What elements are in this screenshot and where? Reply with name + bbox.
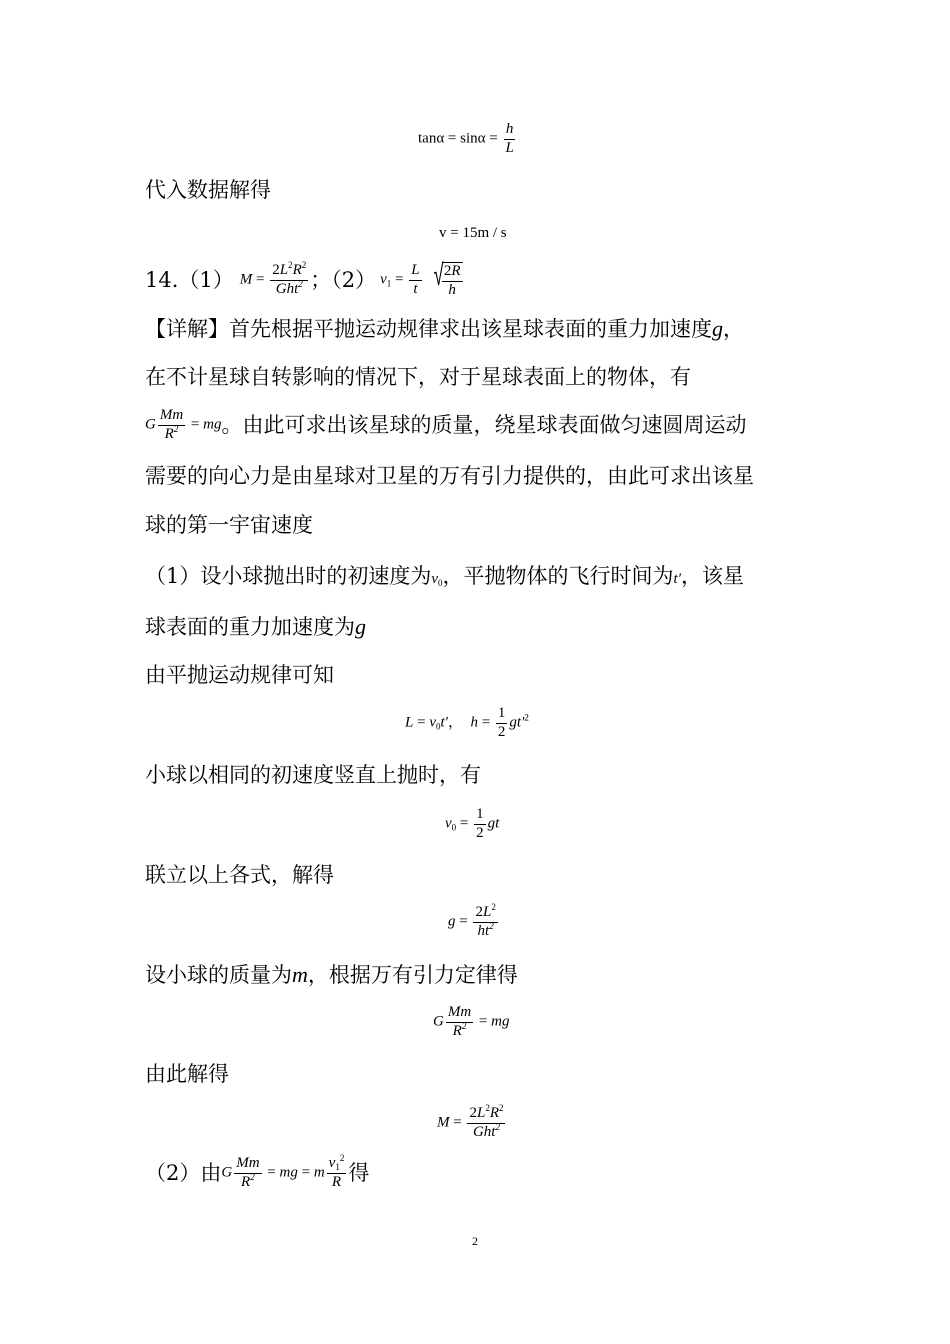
fraction-h-over-L: $\frac{h}{L}$ [505, 121, 514, 156]
equation-L-h: $L = v_0t'$， h = $\frac{1}{2}$ $gt'^2$ [405, 705, 529, 740]
part1-line-2: 球表面的重力加速度为g [145, 614, 366, 639]
equation-tan [418, 122, 518, 157]
answer-14-sep: ；（2） [310, 267, 377, 292]
text-combine: 联立以上各式，解得 [145, 863, 334, 887]
equation-tan-lhs: tanα = sinα = [418, 130, 498, 147]
equation-v0: $v_0$ = $\frac{1}{2}$ gt [445, 806, 500, 841]
text-law: 由平抛运动规律可知 [145, 663, 334, 687]
answer-14-mass-formula: M = $\frac{2L^2R^2}{Ght^2}$ [239, 260, 307, 297]
part1-line-1: （1）设小球抛出时的初速度为$v_0$，平抛物体的飞行时间为t′，该星 [145, 564, 744, 588]
symbol-v0: $v_0$ [431, 571, 443, 588]
text-mass: 设小球的质量为m，根据万有引力定律得 [145, 962, 518, 987]
detail-line-5: 球的第一宇宙速度 [145, 513, 313, 537]
equation-v-result: v = 15m / s [439, 225, 507, 241]
part2-formula: G $\frac{Mm}{R^2}$ = mg = m $\frac{v_1^2}{R}$ [221, 1153, 345, 1190]
part2-line: （2）由 G $\frac{Mm}{R^2}$ = mg = m $\frac{v_1^2}{R}$ 得 [145, 1153, 370, 1190]
answer-14 [145, 258, 463, 299]
answer-14-velocity-formula: $v_1$ = $\frac{L}{t}$ √ $\frac{2R}{h}$ [380, 258, 461, 298]
symbol-t-prime: t′ [673, 571, 681, 587]
detail-line-2: 在不计星球自转影响的情况下，对于星球表面上的物体，有 [145, 365, 691, 389]
answer-14-label: 14.（1） [145, 267, 234, 292]
equation-M: M = $\frac{2L^2R^2}{Ght^2}$ [437, 1103, 504, 1140]
detail-line-3: G $\frac{Mm}{R^2}$ = mg 。由此可求出该星球的质量，绕星球表面做匀速圆周运动 [145, 407, 747, 442]
detail-head: 【详解】 [145, 317, 229, 341]
text-vertical: 小球以相同的初速度竖直上抛时，有 [145, 763, 481, 787]
page-number: 2 [472, 1234, 478, 1248]
equation-g: g = $\frac{2L^2}{ht^2}$ [448, 902, 496, 939]
equation-gravity: G $\frac{Mm}{R^2}$ = mg [433, 1004, 510, 1039]
text-substitute: 代入数据解得 [145, 178, 271, 202]
detail-gravity-formula: G $\frac{Mm}{R^2}$ = mg [145, 407, 222, 442]
text-solve: 由此解得 [145, 1062, 229, 1086]
detail-line-1: 【详解】首先根据平抛运动规律求出该星球表面的重力加速度g， [145, 316, 744, 341]
detail-line-4: 需要的向心力是由星球对卫星的万有引力提供的，由此可求出该星 [145, 464, 754, 488]
